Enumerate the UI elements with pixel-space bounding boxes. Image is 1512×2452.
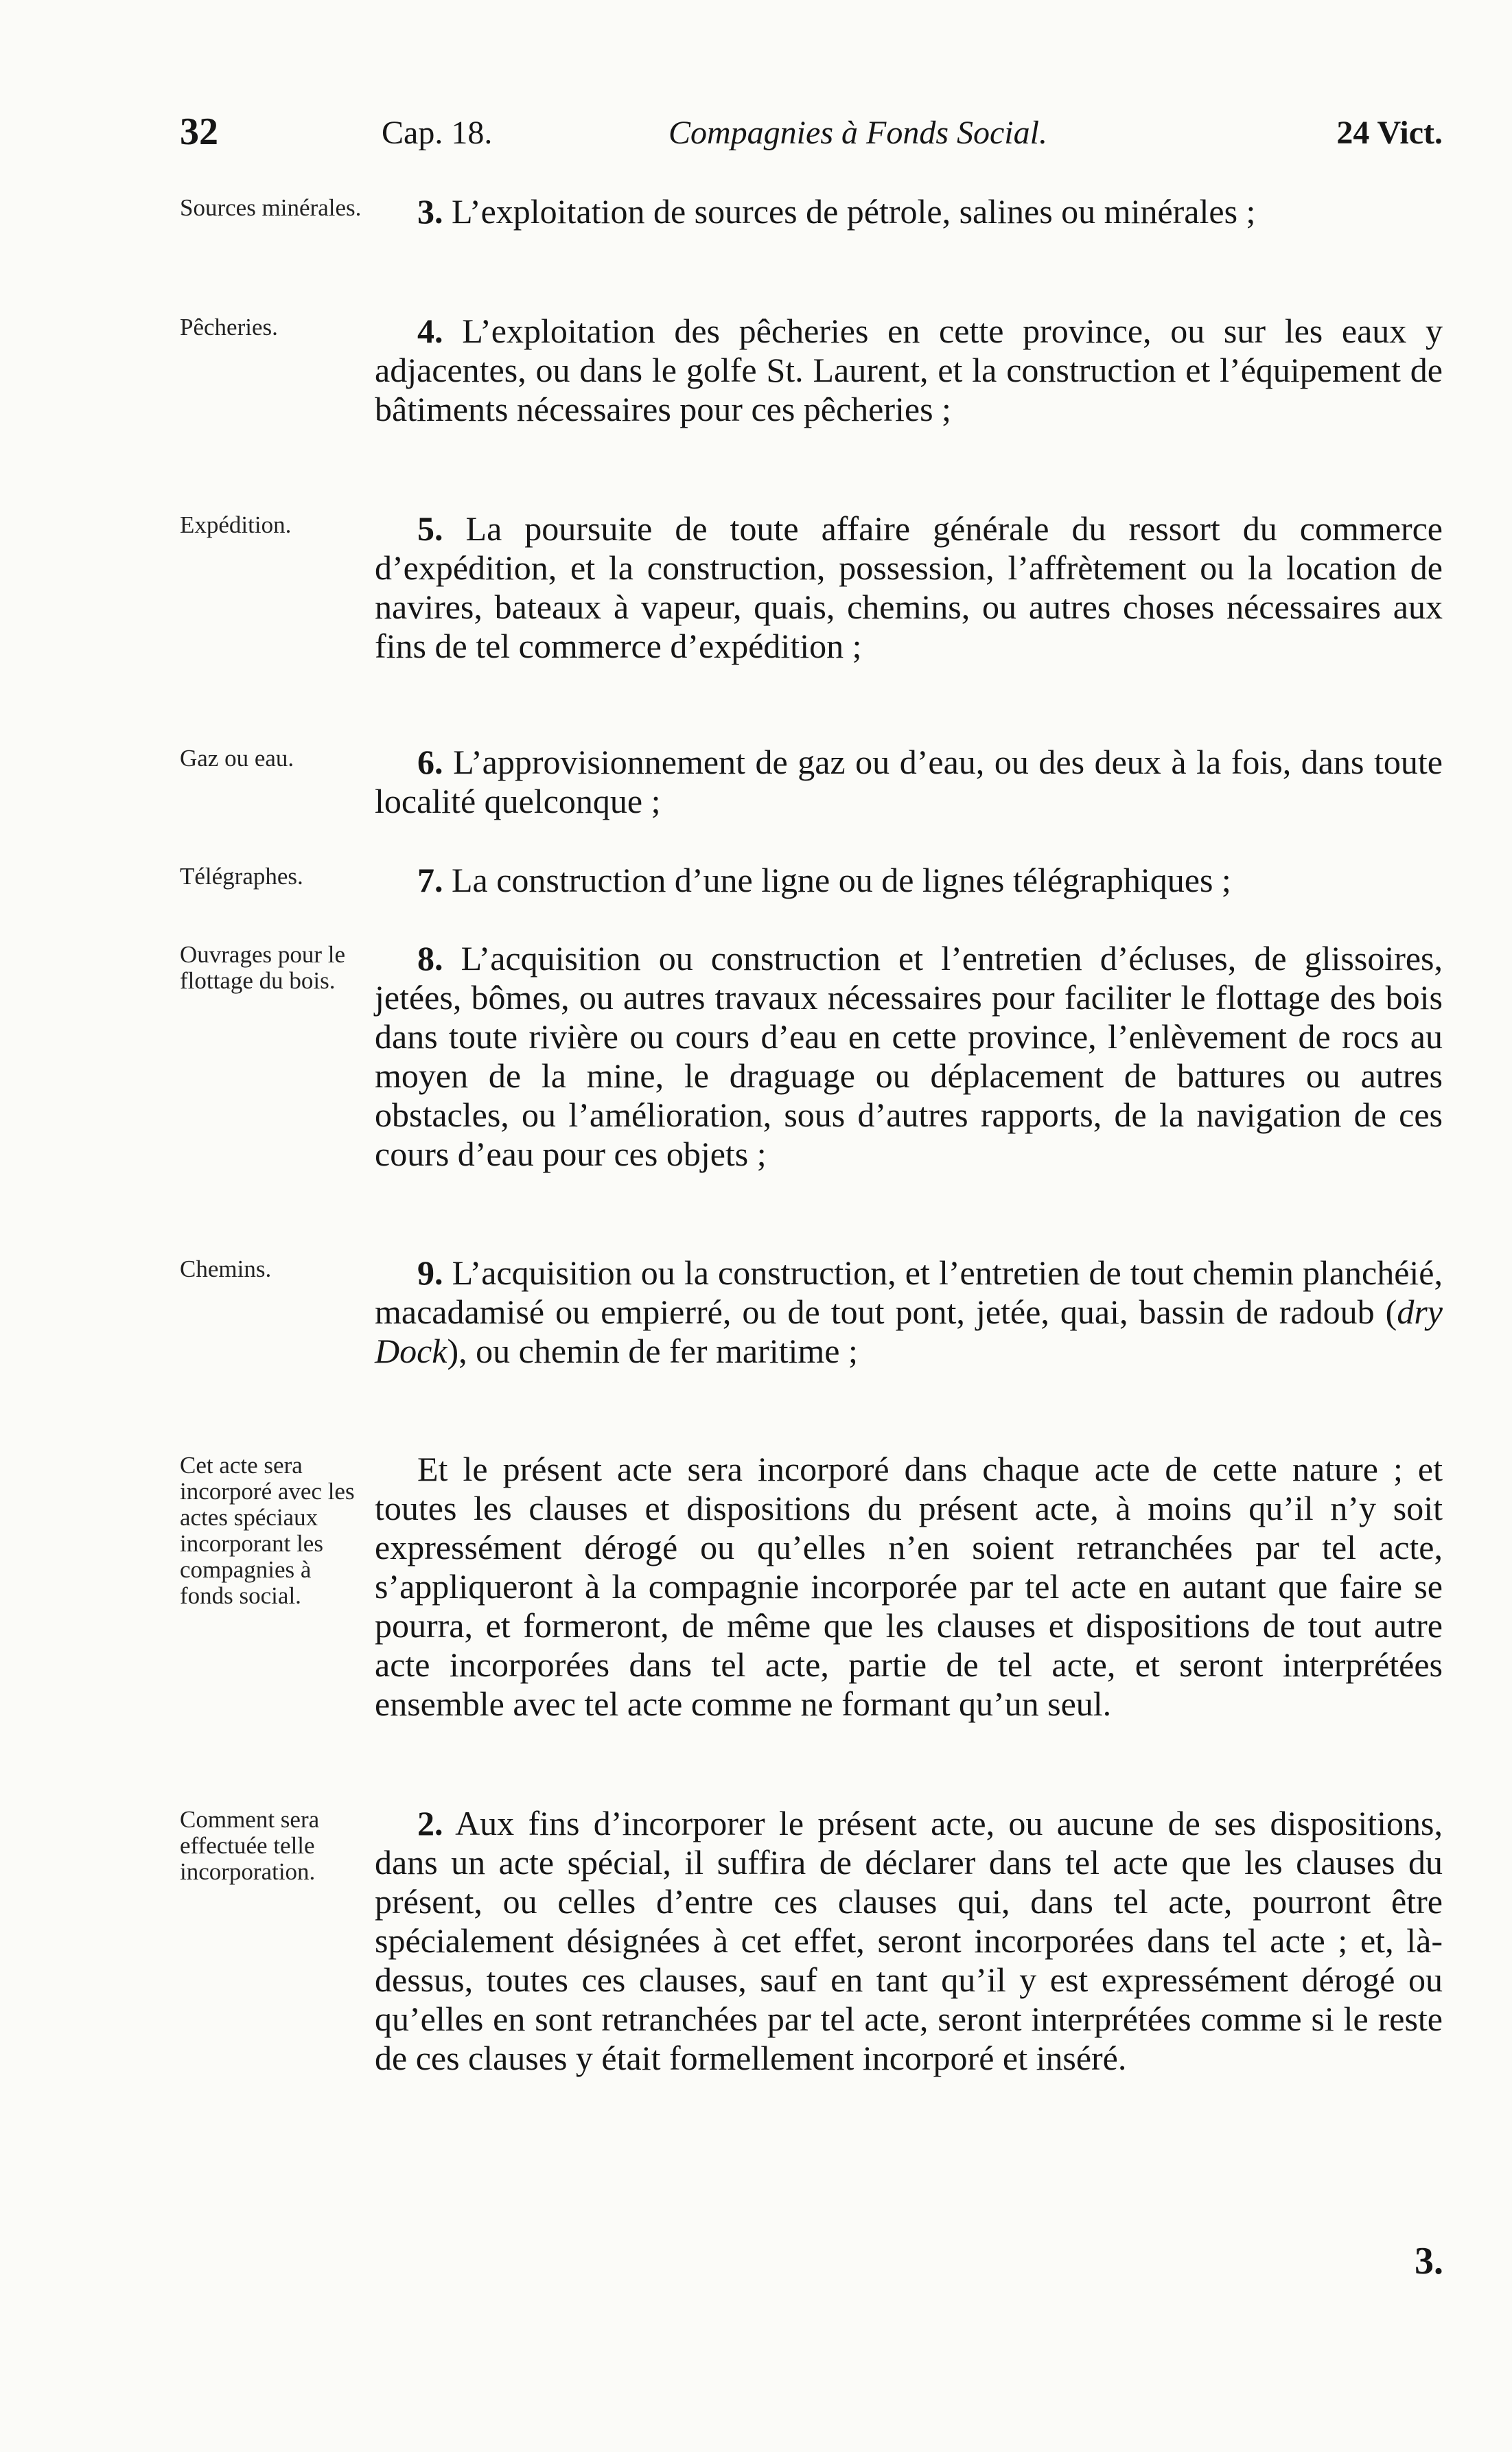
margin-note: Comment sera effectuée telle incorporation. xyxy=(180,1806,320,1885)
section-text xyxy=(375,743,1443,821)
section-text xyxy=(375,861,1443,900)
section-number: 4. xyxy=(417,312,443,350)
section-text xyxy=(375,192,1443,231)
section-text xyxy=(375,939,1443,1174)
section-text xyxy=(375,1450,1443,1724)
margin-note: Télégraphes. xyxy=(180,863,303,890)
section-number: 9. xyxy=(417,1253,443,1292)
page-number: 32 xyxy=(180,111,218,153)
margin-note: Ouvrages pour le flottage du bois. xyxy=(180,941,346,994)
section-text xyxy=(375,312,1443,429)
section-body-start: L’acquisition ou la construction, et l’entretien de tout chemin planchéié, macadamisé ou empierré, ou de tout pont, jetée, quai, bassin de radoub ( xyxy=(375,1253,1443,1331)
section-number: 8. xyxy=(417,939,443,978)
section-text xyxy=(375,1804,1443,2078)
section-number: 2. xyxy=(417,1804,443,1842)
chapter-label: Cap. 18. xyxy=(382,115,493,151)
catchword: 3. xyxy=(1415,2240,1443,2282)
section-number: 5. xyxy=(417,509,443,548)
section-body: L’exploitation des pêcheries en cette province, ou sur les eaux y adjacentes, ou dans le golfe St. Laurent, et la construction et l’équipement de bâtiments nécessaires pour ces pêcheries ; xyxy=(375,312,1443,428)
section-body: La construction d’une ligne ou de lignes télégraphiques ; xyxy=(452,861,1231,899)
section-body: Et le présent acte sera incorporé dans chaque acte de cette nature ; et toutes les clauses et dispositions du présent acte, à moins qu’il n’y soit expressément dérogé ou qu’elles n’en soient retranchées par tel acte, s’appliqueront à la compagnie incorporée par tel acte en autant que faire se pourra, et formeront, de même que les clauses et dispositions de tout autre acte incorporées dans tel acte, partie de tel acte, et seront interprétées ensemble avec tel acte comme ne formant qu’un seul. xyxy=(375,1450,1443,1723)
margin-note: Sources minérales. xyxy=(180,194,362,221)
margin-note: Expédition. xyxy=(180,511,292,538)
section-number: 6. xyxy=(417,743,443,781)
section-number: 3. xyxy=(417,192,443,231)
section-body-italic: dry Dock xyxy=(375,1293,1443,1370)
section-body: L’acquisition ou construction et l’entretien d’écluses, de glissoires, jetées, bômes, ou autres travaux nécessaires pour faciliter le flottage des bois dans toute rivière ou cours d’eau en cette province, l’enlèvement de rocs au moyen de la mine, le draguage ou déplacement de battures ou autres obstacles, ou l’amélioration, sous d’autres rapports, de la navigation de ces cours d’eau pour ces objets ; xyxy=(375,939,1443,1173)
margin-note: Cet acte sera incorporé avec les actes spéciaux incorporant les compagnies à fonds social. xyxy=(180,1452,355,1609)
section-body: L’exploitation de sources de pétrole, salines ou minérales ; xyxy=(452,192,1256,231)
section-text xyxy=(375,509,1443,666)
section-text xyxy=(375,1253,1443,1371)
section-body-end: ), ou chemin de fer maritime ; xyxy=(447,1332,858,1370)
section-body: L’approvisionnement de gaz ou d’eau, ou des deux à la fois, dans toute localité quelconque ; xyxy=(375,743,1443,820)
running-title: Compagnies à Fonds Social. xyxy=(668,115,1047,151)
margin-note: Pêcheries. xyxy=(180,314,278,340)
regnal-year: 24 Vict. xyxy=(1336,115,1443,151)
section-body: La poursuite de toute affaire générale du ressort du commerce d’expédition, et la construction, possession, l’affrètement ou la location de navires, bateaux à vapeur, quais, chemins, ou autres choses nécessaires aux fins de tel commerce d’expédition ; xyxy=(375,509,1443,665)
section-body: Aux fins d’incorporer le présent acte, ou aucune de ses dispositions, dans un acte spécial, il suffira de déclarer dans tel acte que les clauses du présent, ou celles d’entre ces clauses qui, dans tel acte, pourront être spécialement désignées à cet effet, seront incorporées dans tel acte ; et, là-dessus, toutes ces clauses, sauf en tant qu’il y est expressément dérogé ou qu’elles en sont retranchées par tel acte, seront interprétées comme si le reste de ces clauses y était formellement incorporé et inséré. xyxy=(375,1804,1443,2077)
margin-note: Gaz ou eau. xyxy=(180,745,294,772)
margin-note: Chemins. xyxy=(180,1256,272,1282)
running-header xyxy=(180,110,1443,165)
section-number: 7. xyxy=(417,861,443,899)
